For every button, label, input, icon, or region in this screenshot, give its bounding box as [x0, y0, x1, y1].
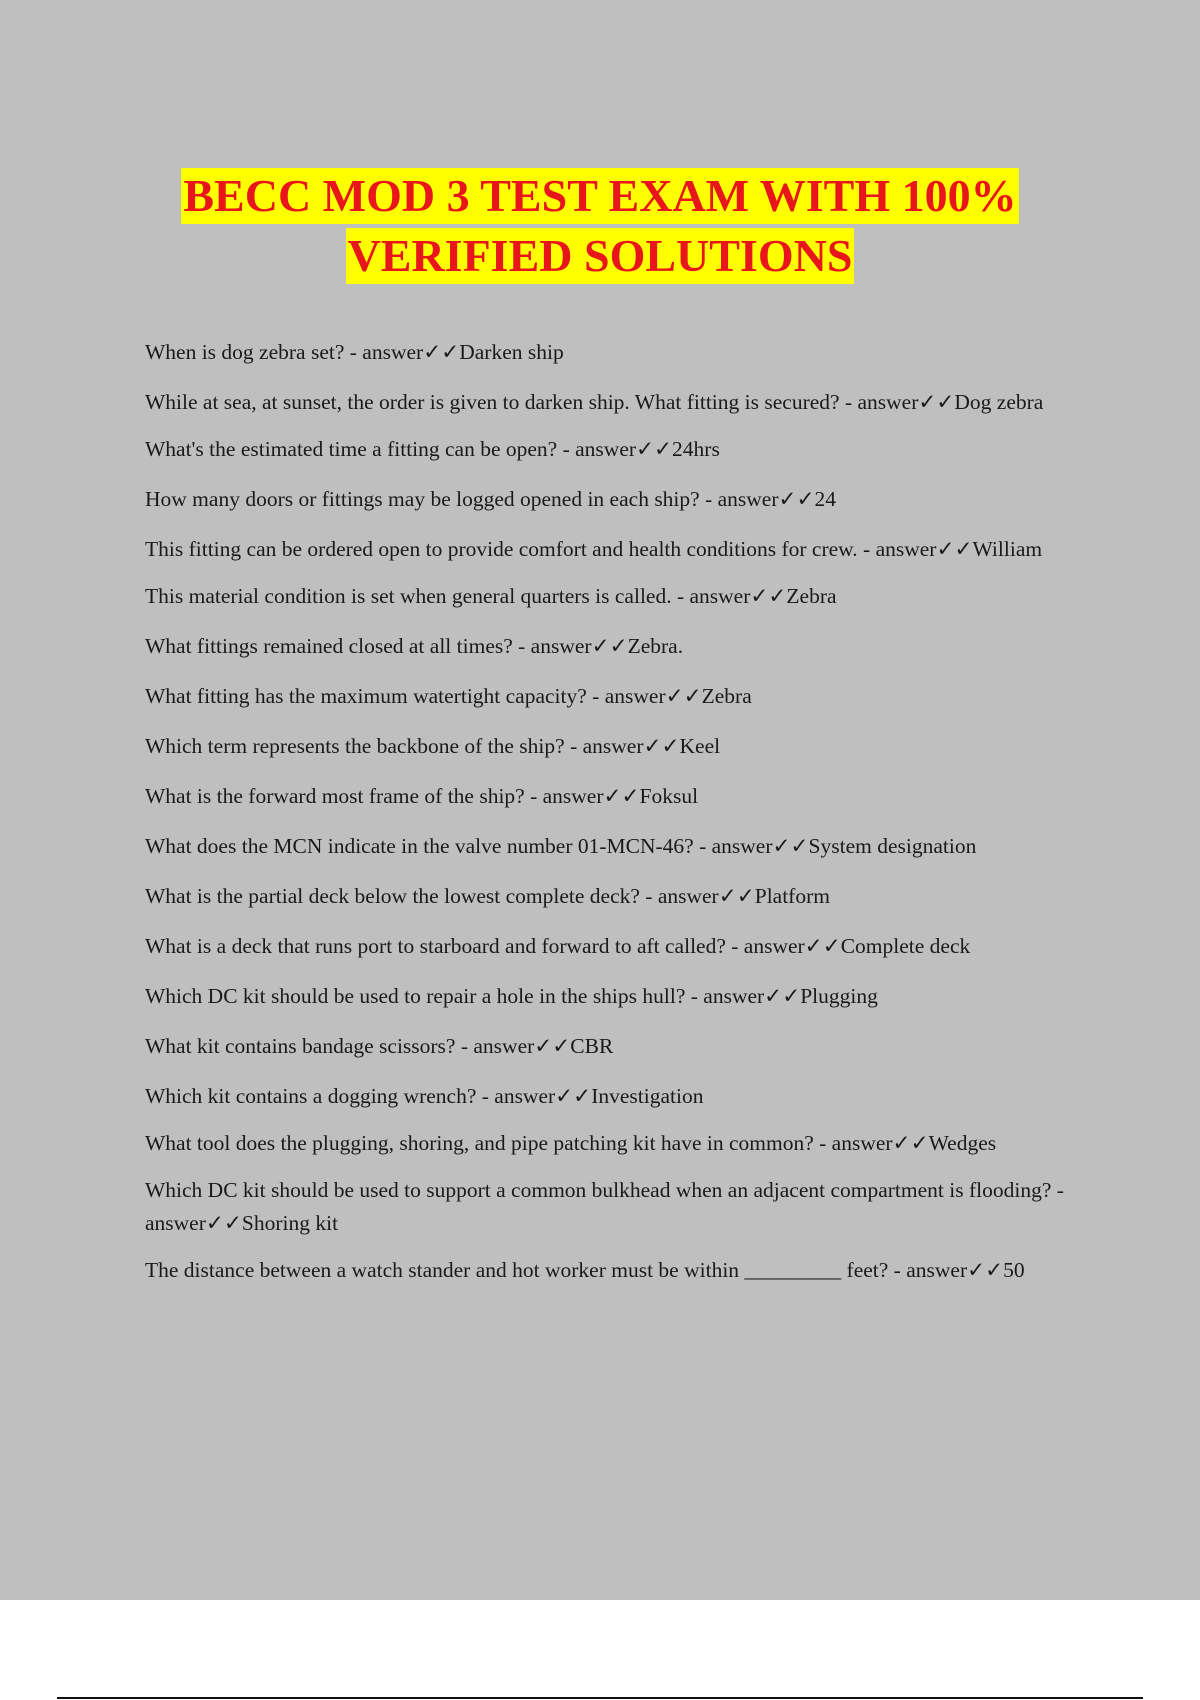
qa-item: What kit contains bandage scissors? - answer✓✓CBR	[145, 1034, 614, 1058]
qa-item: What is the partial deck below the lowest complete deck? - answer✓✓Platform	[145, 884, 830, 908]
qa-item: This fitting can be ordered open to provide comfort and health conditions for crew. - answer✓✓William	[145, 537, 1043, 561]
qa-item: Which DC kit should be used to support a common bulkhead when an adjacent compartment is flooding? - answer✓✓Shoring kit	[145, 1178, 1064, 1235]
qa-item: Which term represents the backbone of the ship? - answer✓✓Keel	[145, 734, 721, 758]
title-line-2: VERIFIED SOLUTIONS	[346, 228, 855, 284]
qa-item: The distance between a watch stander and hot worker must be within _________ feet? - answer✓✓50	[145, 1258, 1025, 1282]
qa-item: Which DC kit should be used to repair a hole in the ships hull? - answer✓✓Plugging	[145, 984, 878, 1008]
title-line-1: BECC MOD 3 TEST EXAM WITH 100%	[181, 168, 1018, 224]
qa-item: While at sea, at sunset, the order is given to darken ship. What fitting is secured? - answer✓✓Dog zebra	[145, 390, 1044, 414]
qa-item: Which kit contains a dogging wrench? - answer✓✓Investigation	[145, 1084, 704, 1108]
qa-item: What's the estimated time a fitting can be open? - answer✓✓24hrs	[145, 437, 720, 461]
qa-item: What does the MCN indicate in the valve number 01-MCN-46? - answer✓✓System designation	[145, 834, 977, 858]
qa-item: How many doors or fittings may be logged opened in each ship? - answer✓✓24	[145, 487, 837, 511]
footer-divider	[57, 1697, 1143, 1699]
qa-item: What tool does the plugging, shoring, and pipe patching kit have in common? - answer✓✓Wedges	[145, 1131, 997, 1155]
qa-item: What fitting has the maximum watertight capacity? - answer✓✓Zebra	[145, 684, 752, 708]
qa-item: What is a deck that runs port to starboard and forward to aft called? - answer✓✓Complete deck	[145, 934, 971, 958]
qa-item: When is dog zebra set? - answer✓✓Darken ship	[145, 340, 564, 364]
question-answer-list	[145, 336, 1085, 1304]
qa-item: What is the forward most frame of the ship? - answer✓✓Foksul	[145, 784, 699, 808]
qa-item: This material condition is set when general quarters is called. - answer✓✓Zebra	[145, 584, 837, 608]
qa-item: What fittings remained closed at all times? - answer✓✓Zebra.	[145, 634, 684, 658]
document-title	[0, 168, 1200, 288]
